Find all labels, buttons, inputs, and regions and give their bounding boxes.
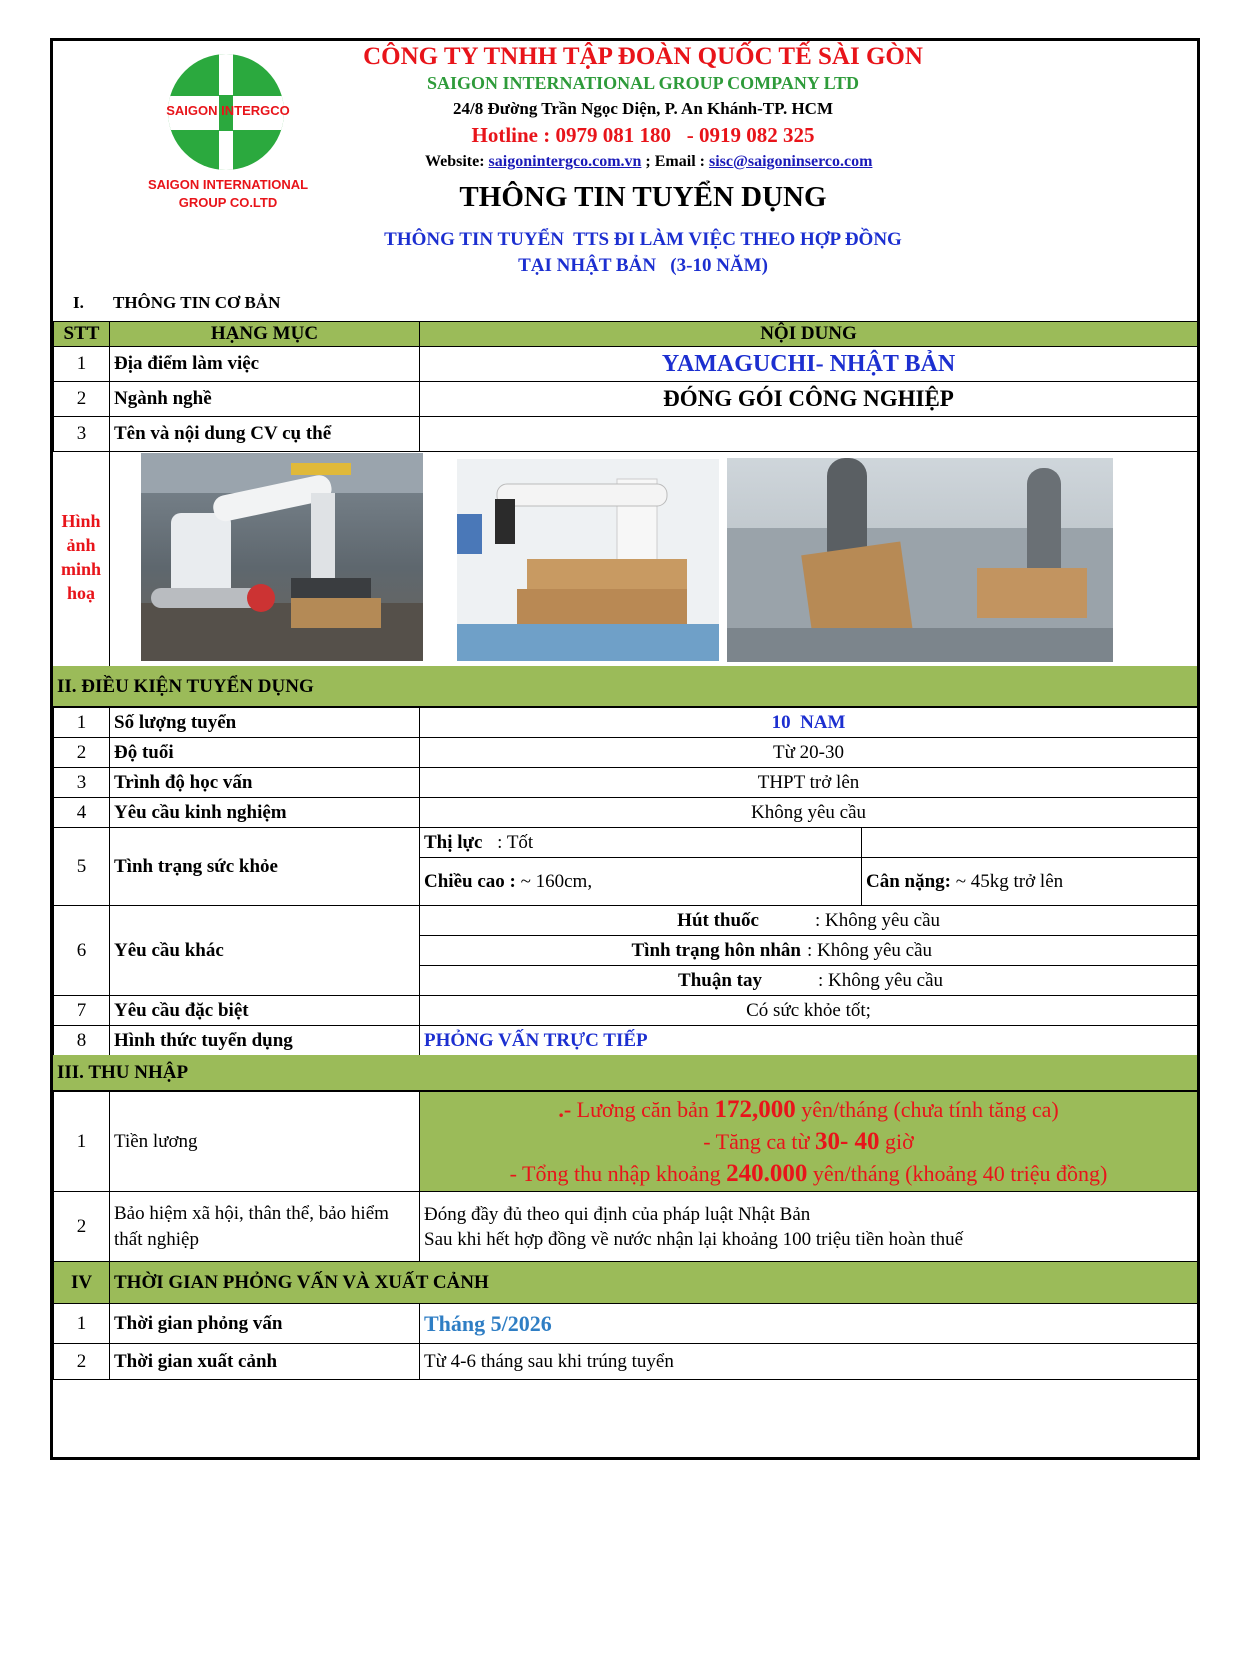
illustration-label-line: Hình — [61, 511, 101, 531]
row-stt: 1 — [54, 708, 110, 738]
cobot-photo — [727, 458, 1113, 662]
table-row — [54, 417, 1198, 452]
row-stt: 2 — [54, 1192, 110, 1262]
basic-info-table — [53, 321, 1198, 452]
row-label: Tình trạng sức khỏe — [110, 828, 420, 906]
vision-value: : Tốt — [497, 831, 534, 853]
age-range: Từ 20-30 — [420, 738, 1198, 768]
total-income-label: - Tổng thu nhập khoảng — [509, 1160, 727, 1186]
total-income-line — [424, 1158, 1193, 1190]
recruitment-sheet — [50, 38, 1200, 1460]
table-row — [54, 1026, 1198, 1056]
salary-cell — [420, 1092, 1198, 1192]
header-content: NỘI DUNG — [420, 322, 1198, 347]
total-income-unit: yên/tháng (khoảng 40 triệu đồng) — [807, 1160, 1108, 1186]
table-row — [54, 906, 1198, 936]
header-stt: STT — [54, 322, 110, 347]
handedness-cell — [420, 966, 1198, 996]
email-label: Email : — [654, 153, 705, 170]
header-category: HẠNG MỤC — [110, 322, 420, 347]
table-row — [54, 1192, 1198, 1262]
total-income-amount: 240.000 — [726, 1159, 808, 1187]
table-row — [54, 768, 1198, 798]
vision-label: Thị lực — [424, 831, 483, 853]
row-stt: 4 — [54, 798, 110, 828]
height-cell — [420, 858, 862, 906]
section-3-title: III. THU NHẬP — [53, 1055, 1197, 1091]
row-stt: 6 — [54, 906, 110, 996]
row-label: Trình độ học vấn — [110, 768, 420, 798]
interview-time: Tháng 5/2026 — [420, 1304, 1198, 1344]
logo-globe-icon — [133, 49, 323, 219]
table-row — [54, 1092, 1198, 1192]
logo-brand: SAIGON INTERGCO — [166, 103, 290, 118]
departure-time: Từ 4-6 tháng sau khi trúng tuyển — [420, 1344, 1198, 1380]
row-stt: 7 — [54, 996, 110, 1026]
row-stt: 8 — [54, 1026, 110, 1056]
company-hotline: Hotline : 0979 081 180 - 0919 082 325 — [471, 123, 815, 147]
salary-bullet: .- — [558, 1096, 577, 1122]
conditions-table — [53, 707, 1198, 1056]
weight-value: ~ 45kg trở lên — [955, 870, 1064, 892]
insurance-line: Đóng đầy đủ theo qui định của pháp luật Nhật Bản — [424, 1203, 811, 1225]
marital-value: : Không yêu cầu — [807, 939, 933, 961]
section-4-number: IV — [54, 1262, 110, 1304]
overtime-hours: 30- 40 — [814, 1127, 880, 1155]
recruitment-method: PHỎNG VẤN TRỰC TIẾP — [420, 1026, 1198, 1056]
cobot-arm-icon — [727, 458, 1113, 662]
salary-basic-line — [424, 1094, 1193, 1126]
overtime-label: - Tăng ca từ — [703, 1128, 815, 1154]
insurance-cell — [420, 1192, 1198, 1262]
handedness-value: : Không yêu cầu — [818, 969, 944, 991]
table-row — [54, 347, 1198, 382]
row-stt: 3 — [54, 417, 110, 452]
row-stt: 1 — [54, 1304, 110, 1344]
overtime-unit: giờ — [879, 1128, 914, 1154]
row-label: Địa điểm làm việc — [110, 347, 420, 382]
row-stt: 1 — [54, 1092, 110, 1192]
illustration-label-line: ảnh — [66, 535, 96, 555]
section-2-title: II. ĐIỀU KIỆN TUYỂN DỤNG — [53, 666, 1197, 707]
income-table — [53, 1091, 1198, 1262]
section-4-title: THỜI GIAN PHỎNG VẤN VÀ XUẤT CẢNH — [110, 1262, 1198, 1304]
company-address: 24/8 Đường Trần Ngọc Diện, P. An Khánh-TP. HCM — [453, 99, 833, 118]
table-header-row — [54, 322, 1198, 347]
section-4-row — [54, 1262, 1198, 1304]
table-row — [54, 1344, 1198, 1380]
marital-label: Tình trạng hôn nhân — [631, 939, 801, 961]
row-label: Thời gian xuất cảnh — [110, 1344, 420, 1380]
website-label: Website: — [425, 153, 485, 170]
illustration-label-line: hoạ — [66, 583, 95, 603]
row-label: Bảo hiệm xã hội, thân thể, bảo hiểm thất nghiệp — [110, 1192, 420, 1262]
table-row — [54, 382, 1198, 417]
section-1-title: THÔNG TIN CƠ BẢN — [113, 293, 281, 312]
education-level: THPT trở lên — [420, 768, 1198, 798]
overtime-line — [424, 1126, 1193, 1158]
illustration-label — [53, 509, 109, 605]
work-location: YAMAGUCHI- NHẬT BẢN — [420, 347, 1198, 382]
table-row — [54, 798, 1198, 828]
table-row — [54, 828, 1198, 858]
row-label: Yêu cầu đặc biệt — [110, 996, 420, 1026]
email-link[interactable]: sisc@saigoninserco.com — [708, 153, 873, 170]
experience-required: Không yêu cầu — [420, 798, 1198, 828]
company-contact-line — [425, 153, 1025, 171]
logo-sub-2: GROUP CO.LTD — [178, 195, 278, 210]
row-stt: 2 — [54, 382, 110, 417]
page-subtitle-2: TẠI NHẬT BẢN (3-10 NĂM) — [518, 255, 768, 276]
salary-basic-label: Lương căn bản — [576, 1096, 715, 1122]
marital-cell — [420, 936, 1198, 966]
row-label: Hình thức tuyển dụng — [110, 1026, 420, 1056]
row-label: Độ tuổi — [110, 738, 420, 768]
weight-label: Cân nặng: — [866, 870, 951, 892]
row-stt: 2 — [54, 1344, 110, 1380]
height-value: ~ 160cm, — [520, 870, 593, 892]
section-1-number: I. — [73, 293, 84, 312]
job-description — [420, 417, 1198, 452]
page-subtitle-1: THÔNG TIN TUYỂN TTS ĐI LÀM VIỆC THEO HỢP ĐỒNG — [384, 229, 902, 250]
table-row — [54, 708, 1198, 738]
handedness-label: Thuận tay — [678, 969, 762, 991]
row-label: Thời gian phỏng vấn — [110, 1304, 420, 1344]
website-link[interactable]: saigonintergco.com.vn — [488, 153, 642, 170]
company-logo — [133, 49, 323, 219]
row-label: Số lượng tuyển — [110, 708, 420, 738]
salary-basic-amount: 172,000 — [714, 1095, 796, 1123]
row-stt: 3 — [54, 768, 110, 798]
smoking-cell — [420, 906, 1198, 936]
row-label: Yêu cầu khác — [110, 906, 420, 996]
illustration-label-line: minh — [60, 559, 102, 579]
row-stt: 5 — [54, 828, 110, 906]
row-label: Ngành nghề — [110, 382, 420, 417]
company-name-en: SAIGON INTERNATIONAL GROUP COMPANY LTD — [426, 73, 860, 93]
smoking-label: Hút thuốc — [677, 909, 759, 931]
company-name-vi: CÔNG TY TNHH TẬP ĐOÀN QUỐC TẾ SÀI GÒN — [363, 43, 923, 70]
salary-basic-unit: yên/tháng (chưa tính tăng ca) — [795, 1096, 1059, 1122]
row-stt: 2 — [54, 738, 110, 768]
contact-separator: ; — [645, 153, 651, 170]
page-title: THÔNG TIN TUYỂN DỤNG — [459, 181, 827, 213]
vision-cell — [420, 828, 862, 858]
row-label: Yêu cầu kinh nghiệm — [110, 798, 420, 828]
timeline-table — [53, 1261, 1198, 1380]
weight-cell — [862, 858, 1198, 906]
logo-sub-1: SAIGON INTERNATIONAL — [147, 177, 309, 192]
row-label: Tiền lương — [110, 1092, 420, 1192]
robot-palletizer-photo — [141, 453, 423, 661]
box-robot-icon — [457, 459, 719, 661]
recruit-quantity: 10 NAM — [420, 708, 1198, 738]
robot-boxes-photo — [457, 459, 719, 661]
height-label: Chiều cao : — [424, 870, 516, 892]
table-row — [54, 738, 1198, 768]
illustration-divider — [109, 449, 110, 666]
industrial-robot-icon — [141, 453, 423, 661]
smoking-value: : Không yêu cầu — [815, 909, 941, 931]
special-requirement: Có sức khỏe tốt; — [420, 996, 1198, 1026]
table-row — [54, 1304, 1198, 1344]
row-label: Tên và nội dung CV cụ thể — [110, 417, 420, 452]
row-stt: 1 — [54, 347, 110, 382]
empty-cell — [862, 828, 1198, 858]
industry: ĐÓNG GÓI CÔNG NGHIỆP — [420, 382, 1198, 417]
tax-refund-line: Sau khi hết hợp đồng về nước nhận lại khoảng 100 triệu tiền hoàn thuế — [424, 1228, 964, 1250]
table-row — [54, 996, 1198, 1026]
